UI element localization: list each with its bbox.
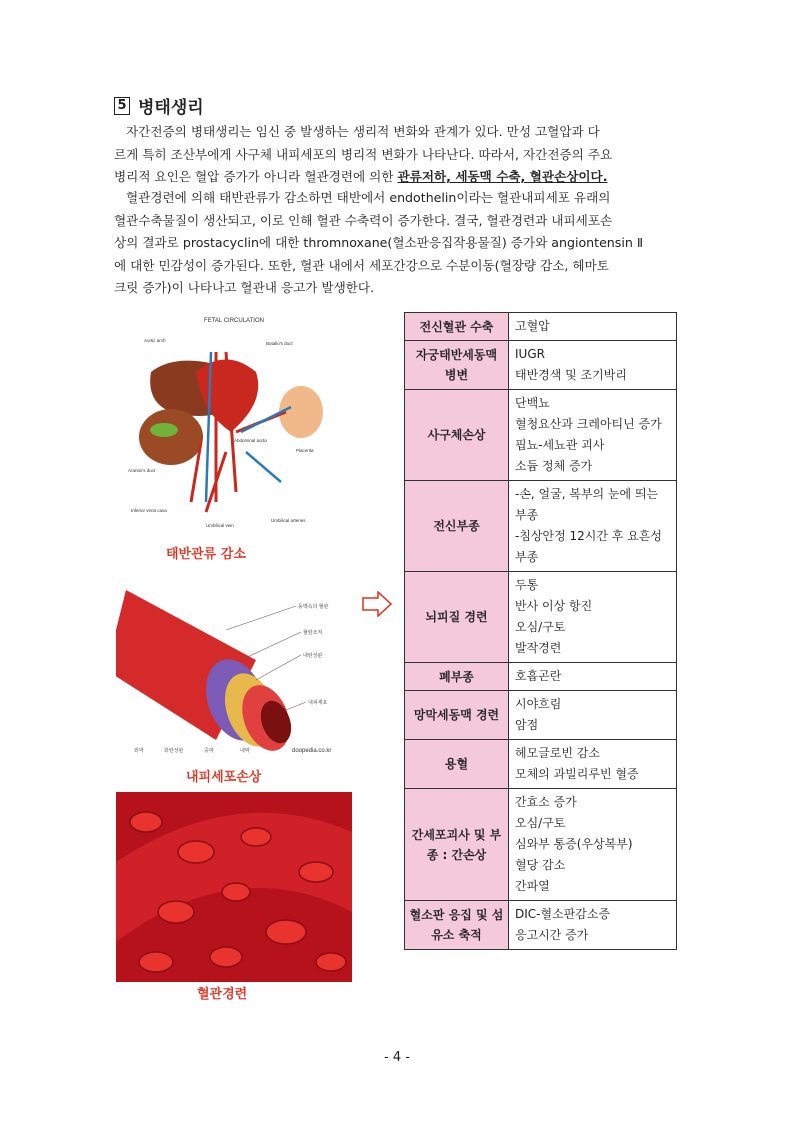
table-row [405, 789, 677, 901]
fetal-circulation-image [116, 312, 352, 540]
red-blood-cells-illustration [116, 792, 352, 982]
paragraph-line: 자간전증의 병태생리는 임신 중 발생하는 생리적 변화와 관계가 있다. 만성 고혈압과 다 [126, 124, 600, 139]
table-row [405, 481, 677, 572]
row-item: 헤모글로빈 감소 [515, 746, 600, 760]
row-header: 간세포괴사 및 부종 : 간손상 [405, 789, 509, 901]
figure-caption-2: 내피세포손상 [186, 770, 262, 785]
row-item: 시야흐림 [515, 697, 562, 711]
artery-layers-image [116, 570, 352, 760]
section-number: 5 [114, 97, 130, 115]
row-header: 혈소판 응집 및 섬유소 축적 [405, 901, 509, 950]
row-item: 호흡곤란 [515, 669, 562, 683]
paragraph-line-wrap [114, 166, 680, 189]
fig2-watermark: doopedia.co.kr [292, 748, 332, 754]
row-header: 망막세동맥 경련 [405, 691, 509, 740]
row-content [509, 481, 677, 572]
table-row [405, 740, 677, 789]
fig1-label: Inferior vena cava [131, 508, 167, 513]
row-item: 핍뇨-세뇨관 괴사 [515, 438, 605, 452]
row-header: 뇌피질 경련 [405, 572, 509, 663]
row-item: 오심/구토 [515, 816, 566, 830]
row-item: 두통 [515, 578, 539, 592]
row-item: 혈청요산과 크레아티닌 증가 [515, 417, 662, 431]
table-row [405, 572, 677, 663]
row-content [509, 789, 677, 901]
row-content [509, 740, 677, 789]
row-item: 심와부 통증(우상복부) [515, 837, 633, 851]
table-row [405, 341, 677, 390]
fig1-label: Botallo's duct [266, 341, 293, 346]
row-content [509, 572, 677, 663]
row-item: 소듐 정체 증가 [515, 459, 593, 473]
symptoms-table [404, 312, 677, 950]
section-heading [114, 93, 204, 118]
fig1-label: Umbilical vein [206, 523, 234, 528]
row-content [509, 901, 677, 950]
fig2-label: 동맥속의 혈관 [298, 604, 329, 610]
artery-layers-illustration [116, 570, 352, 760]
row-item: 단백뇨 [515, 396, 550, 410]
fetal-circulation-illustration [116, 312, 352, 540]
paragraph-1 [114, 121, 680, 189]
row-item: 간효소 증가 [515, 795, 577, 809]
fig2-label: 내탄성판 [303, 653, 323, 659]
row-content [509, 390, 677, 481]
fig1-label: Placenta [296, 448, 314, 453]
table-row [405, 691, 677, 740]
row-item: -침상안정 12시간 후 요흔성 부종 [515, 529, 662, 564]
row-item: 응고시간 증가 [515, 928, 589, 942]
section-title: 병태생리 [138, 98, 204, 118]
fig1-label: Umbilical arteries [271, 518, 306, 523]
paragraph-2 [114, 187, 680, 300]
row-content [509, 691, 677, 740]
table-row [405, 313, 677, 341]
paragraph-line: 상의 결과로 prostacyclin에 대한 thromnoxane(혈소판응집작용물질) 증가와 angiontensin Ⅱ [114, 235, 644, 250]
row-item: -손, 얼굴, 복부의 눈에 띄는 부종 [515, 487, 659, 522]
fig2-label: 외막 [134, 748, 144, 754]
paragraph-line: 크릿 증가)이 나타나고 혈관내 응고가 발생한다. [114, 280, 375, 295]
fig1-title: FETAL CIRCULATION [204, 318, 264, 324]
row-item: 고혈압 [515, 319, 550, 333]
paragraph-line: 에 대한 민감성이 증가된다. 또한, 혈관 내에서 세포간강으로 수분이동(혈장량 감소, 헤마토 [114, 257, 609, 273]
row-item: 태반경색 및 조기박리 [515, 368, 627, 382]
fig2-label: 내막 [240, 748, 250, 754]
fig2-label: 혈탄조직 [303, 630, 323, 636]
row-header: 자궁태반세동맥 병변 [405, 341, 509, 390]
paragraph-line: 병리적 요인은 혈압 증가가 아니라 혈관경련에 의한 [114, 169, 398, 184]
table-row [405, 663, 677, 691]
paragraph-line: 혈관수축물질이 생산되고, 이로 인해 혈관 수축력이 증가한다. 결국, 혈관경련과 내피세포손 [114, 212, 613, 228]
fig2-label: 내피세포 [308, 700, 328, 706]
paragraph-line: 혈관경련에 의해 태반관류가 감소하면 태반에서 endothelin이라는 혈관내피세포 유래의 [126, 190, 611, 205]
table-row [405, 390, 677, 481]
row-header: 전신부종 [405, 481, 509, 572]
row-item: 발작경련 [515, 641, 562, 655]
page-number: - 4 - [384, 1050, 410, 1065]
fig1-label: Abdominal aorta [234, 438, 267, 443]
row-header: 용혈 [405, 740, 509, 789]
row-item: 오심/구토 [515, 620, 566, 634]
fig2-label: 외탄성판 [164, 748, 184, 754]
paragraph-line: 르게 특히 조산부에게 사구체 내피세포의 병리적 변화가 나타난다. 따라서, 자간전증의 주요 [114, 146, 613, 162]
row-header: 사구체손상 [405, 390, 509, 481]
row-header: 폐부종 [405, 663, 509, 691]
row-item: IUGR [515, 347, 545, 361]
row-item: 암점 [515, 718, 539, 732]
fig1-label: Arantio's duct [128, 468, 156, 473]
row-content [509, 313, 677, 341]
row-item: DIC-혈소판감소증 [515, 907, 611, 921]
emphasis-text: 관류저하, 세동맥 수축, 혈관손상이다. [397, 169, 608, 184]
row-content [509, 341, 677, 390]
row-item: 반사 이상 항진 [515, 599, 593, 613]
row-header: 전신혈관 수축 [405, 313, 509, 341]
row-item: 간파열 [515, 879, 550, 893]
row-content [509, 663, 677, 691]
blood-vessel-image [116, 792, 352, 982]
row-item: 모체의 과빌리루빈 혈증 [515, 767, 639, 781]
fig1-label: Aortic arch [144, 338, 166, 343]
figure-caption-3: 혈관경련 [197, 987, 248, 1002]
fig2-label: 중막 [204, 748, 214, 754]
row-item: 혈당 감소 [515, 858, 566, 872]
right-arrow-icon [362, 591, 392, 621]
figure-caption-1: 태반관류 감소 [166, 547, 246, 562]
table-row [405, 901, 677, 950]
